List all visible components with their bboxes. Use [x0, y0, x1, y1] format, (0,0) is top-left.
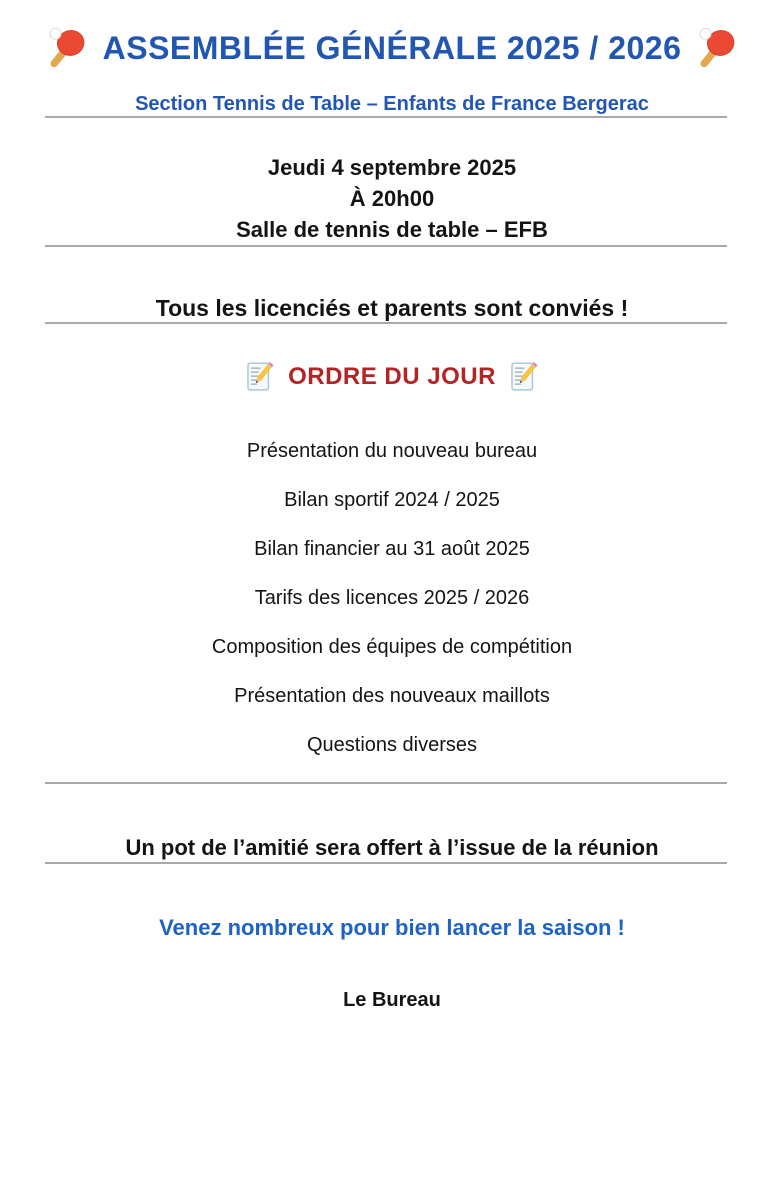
page-title: ASSEMBLÉE GÉNÉRALE 2025 / 2026: [102, 29, 682, 66]
agenda-list: [0, 439, 784, 758]
agenda-heading: ORDRE DU JOUR: [288, 363, 496, 390]
section-divider: [45, 782, 727, 784]
agenda-item: Bilan financier au 31 août 2025: [254, 538, 530, 560]
page-title-row: [0, 24, 784, 72]
agenda-item: Composition des équipes de compétition: [211, 636, 573, 658]
section-divider: [45, 116, 727, 118]
agenda-heading-row: [0, 355, 784, 399]
signature-text: Le Bureau: [343, 989, 441, 1011]
page-subtitle: Section Tennis de Table – Enfants de France Bergerac: [135, 93, 649, 115]
event-time: À 20h00: [349, 186, 435, 211]
memo-icon: [244, 361, 276, 393]
agenda-item: Questions diverses: [306, 734, 478, 756]
ping-pong-paddle-icon: [45, 26, 89, 70]
section-divider: [45, 862, 727, 864]
agenda-item: Présentation des nouveaux maillots: [234, 685, 550, 707]
invitation-text: Tous les licenciés et parents sont conviés !: [155, 295, 629, 321]
memo-icon: [508, 361, 540, 393]
refreshments-text: Un pot de l’amitié sera offert à l’issue de la réunion: [125, 835, 659, 860]
section-divider: [45, 322, 727, 324]
ping-pong-paddle-icon: [695, 26, 739, 70]
section-divider: [45, 245, 727, 247]
agenda-item: Présentation du nouveau bureau: [246, 440, 538, 462]
event-details: [0, 152, 784, 245]
event-date: Jeudi 4 septembre 2025: [267, 155, 517, 180]
closing-text: Venez nombreux pour bien lancer la saison !: [159, 915, 625, 940]
agenda-item: Tarifs des licences 2025 / 2026: [254, 587, 530, 609]
event-location: Salle de tennis de table – EFB: [236, 217, 548, 242]
agenda-item: Bilan sportif 2024 / 2025: [284, 489, 500, 511]
